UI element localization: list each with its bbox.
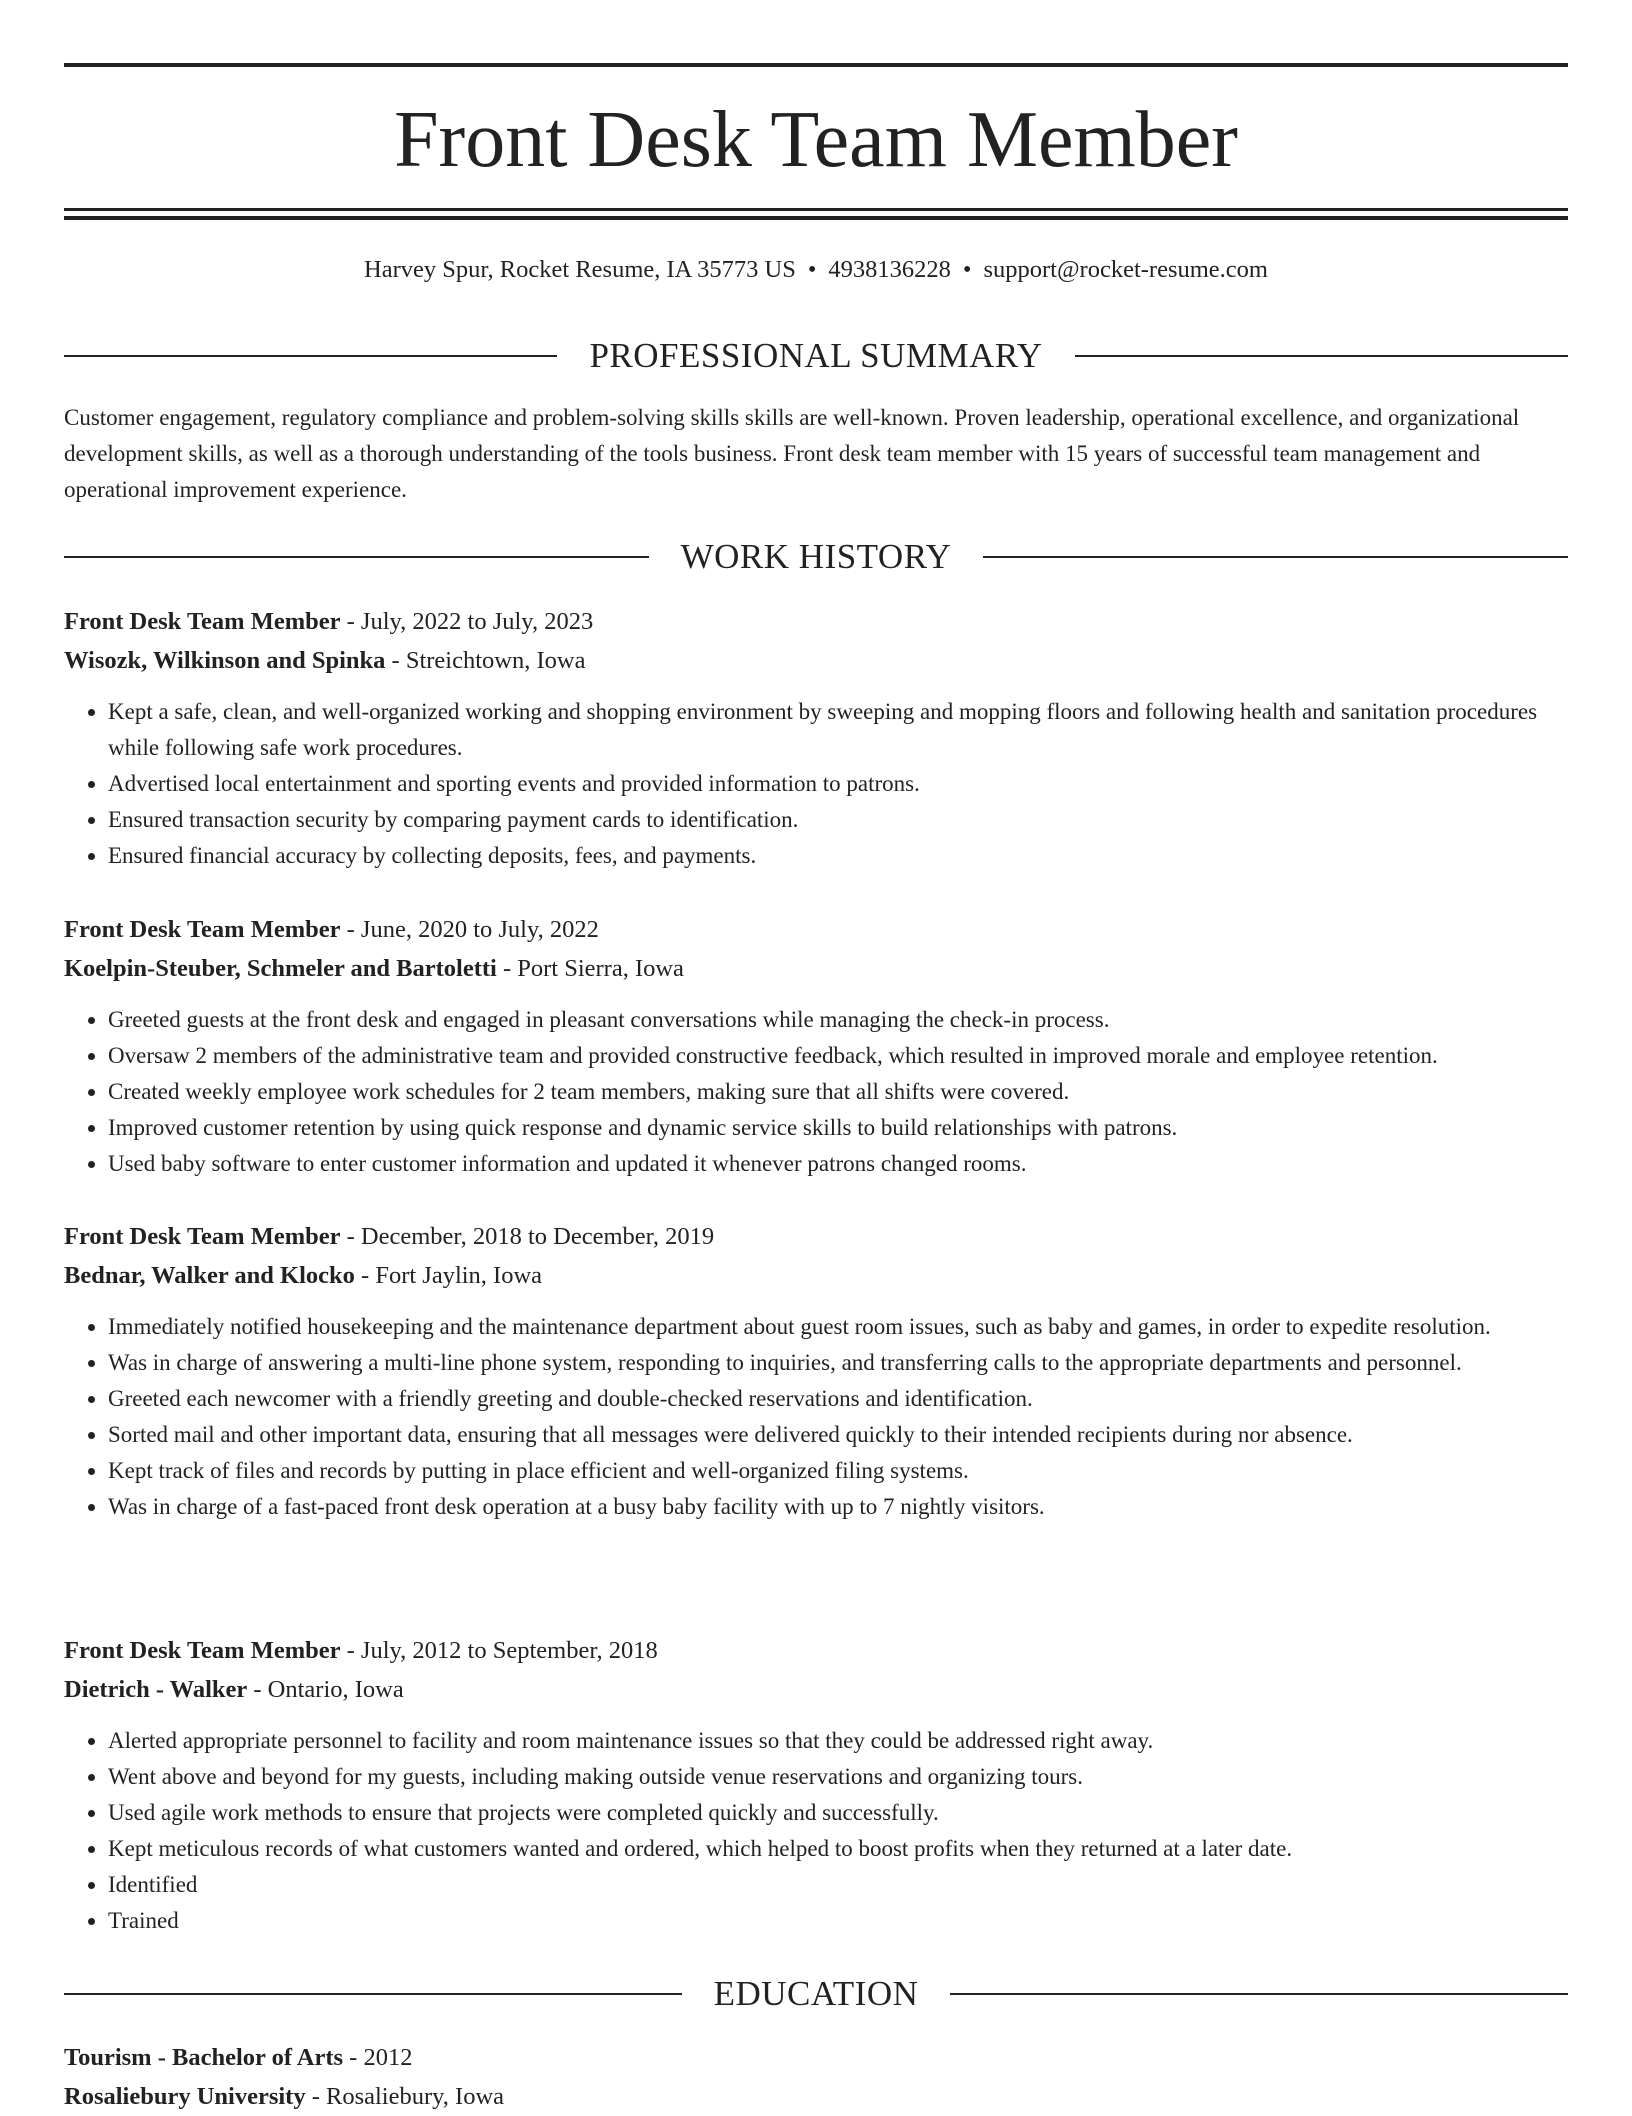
job-dates: - July, 2012 to September, 2018 bbox=[340, 1637, 658, 1664]
job-company-line bbox=[64, 1256, 1568, 1295]
job-company: Dietrich - Walker bbox=[64, 1676, 248, 1703]
summary-text: Customer engagement, regulatory compliance and problem-solving skills skills are well-known. Proven leadership, operational excellence, and organizational development skills, as well as a thorough understanding of the tools business. Front desk team member with 15 years of successful team management and operational improvement experience. bbox=[64, 405, 1520, 502]
list-item: • Sorted mail and other important data, ensuring that all messages were delivered quickly to their intended recipients during nor absence. bbox=[108, 1417, 1568, 1453]
list-item: • Kept a safe, clean, and well-organized working and shopping environment by sweeping and mopping floors and following health and sanitation procedures while following safe work procedures. bbox=[108, 694, 1568, 766]
job-title-line bbox=[64, 910, 1568, 949]
list-item: • Trained bbox=[108, 1903, 1568, 1939]
divider bbox=[950, 1993, 1568, 1995]
list-item: • Improved customer retention by using quick response and dynamic service skills to build relationships with patrons. bbox=[108, 1110, 1568, 1146]
page-title: Front Desk Team Member bbox=[394, 96, 1238, 184]
job-dates: - December, 2018 to December, 2019 bbox=[340, 1223, 715, 1250]
list-item: • Immediately notified housekeeping and the maintenance department about guest room issues, such as baby and games, in order to expedite resolution. bbox=[108, 1309, 1568, 1345]
contact-email: support@rocket-resume.com bbox=[983, 256, 1268, 283]
job-company-line bbox=[64, 1670, 1568, 1709]
section-heading-education bbox=[64, 1972, 1568, 2016]
education-entry bbox=[64, 2038, 1568, 2116]
degree-year: - 2012 bbox=[343, 2044, 413, 2071]
contact-address: Harvey Spur, Rocket Resume, IA 35773 US bbox=[364, 256, 796, 283]
divider bbox=[1075, 355, 1568, 357]
section-heading-work bbox=[64, 535, 1568, 579]
school-location: - Rosaliebury, Iowa bbox=[305, 2083, 505, 2110]
list-item: • Greeted each newcomer with a friendly greeting and double-checked reservations and identification. bbox=[108, 1381, 1568, 1417]
job-location: - Streichtown, Iowa bbox=[385, 647, 586, 674]
job-company-line bbox=[64, 949, 1568, 988]
job-location: - Fort Jaylin, Iowa bbox=[354, 1262, 543, 1289]
contact-separator: • bbox=[962, 256, 972, 283]
job-bullets bbox=[64, 1309, 1568, 1525]
list-item: • Ensured financial accuracy by collecting deposits, fees, and payments. bbox=[108, 838, 1568, 874]
divider bbox=[983, 556, 1568, 558]
job-company: Wisozk, Wilkinson and Spinka bbox=[64, 647, 386, 674]
divider bbox=[64, 556, 649, 558]
divider bbox=[64, 1993, 682, 1995]
school: Rosaliebury University bbox=[64, 2083, 306, 2110]
contact-separator: • bbox=[807, 256, 817, 283]
section-title: WORK HISTORY bbox=[680, 537, 952, 576]
list-item: • Went above and beyond for my guests, including making outside venue reservations and organizing tours. bbox=[108, 1759, 1568, 1795]
job-title: Front Desk Team Member bbox=[64, 916, 341, 943]
school-line bbox=[64, 2077, 1568, 2116]
job-title-line bbox=[64, 602, 1568, 641]
job-dates: - June, 2020 to July, 2022 bbox=[340, 916, 599, 943]
job-entry bbox=[64, 910, 1568, 1182]
list-item: • Was in charge of a fast-paced front desk operation at a busy baby facility with up to 7 nightly visitors. bbox=[108, 1489, 1568, 1525]
job-location: - Ontario, Iowa bbox=[247, 1676, 404, 1703]
job-bullets bbox=[64, 1723, 1568, 1939]
list-item: • Created weekly employee work schedules for 2 team members, making sure that all shifts were covered. bbox=[108, 1074, 1568, 1110]
list-item: • Greeted guests at the front desk and engaged in pleasant conversations while managing the check-in process. bbox=[108, 1002, 1568, 1038]
list-item: • Advertised local entertainment and sporting events and provided information to patrons. bbox=[108, 766, 1568, 802]
list-item: • Was in charge of answering a multi-line phone system, responding to inquiries, and transferring calls to the appropriate departments and personnel. bbox=[108, 1345, 1568, 1381]
job-title: Front Desk Team Member bbox=[64, 1223, 341, 1250]
header-bottom-rule bbox=[64, 208, 1568, 211]
degree: Tourism - Bachelor of Arts bbox=[64, 2044, 344, 2071]
section-title: PROFESSIONAL SUMMARY bbox=[589, 336, 1043, 375]
list-item: • Used baby software to enter customer information and updated it whenever patrons changed rooms. bbox=[108, 1146, 1568, 1182]
job-title-line bbox=[64, 1631, 1568, 1670]
list-item: • Alerted appropriate personnel to facility and room maintenance issues so that they could be addressed right away. bbox=[108, 1723, 1568, 1759]
job-bullets bbox=[64, 694, 1568, 874]
list-item: • Kept track of files and records by putting in place efficient and well-organized filing systems. bbox=[108, 1453, 1568, 1489]
contact-line bbox=[64, 253, 1568, 287]
degree-line bbox=[64, 2038, 1568, 2077]
summary-block bbox=[64, 400, 1568, 508]
job-entry bbox=[64, 1631, 1568, 1939]
job-location: - Port Sierra, Iowa bbox=[496, 955, 684, 982]
job-dates: - July, 2022 to July, 2023 bbox=[340, 608, 594, 635]
job-title: Front Desk Team Member bbox=[64, 608, 341, 635]
header-top-rule bbox=[64, 63, 1568, 67]
list-item: • Identified bbox=[108, 1867, 1568, 1903]
divider bbox=[64, 355, 557, 357]
job-title: Front Desk Team Member bbox=[64, 1637, 341, 1664]
job-bullets bbox=[64, 1002, 1568, 1182]
section-title: EDUCATION bbox=[713, 1974, 919, 2013]
section-heading-summary bbox=[64, 334, 1568, 378]
job-entry bbox=[64, 602, 1568, 874]
job-company: Koelpin-Steuber, Schmeler and Bartoletti bbox=[64, 955, 497, 982]
job-company-line bbox=[64, 641, 1568, 680]
job-entry bbox=[64, 1217, 1568, 1525]
contact-phone: 4938136228 bbox=[828, 256, 951, 283]
header-bottom-rule-double bbox=[64, 216, 1568, 220]
list-item: • Used agile work methods to ensure that projects were completed quickly and successfully. bbox=[108, 1795, 1568, 1831]
list-item: • Kept meticulous records of what customers wanted and ordered, which helped to boost profits when they returned at a later date. bbox=[108, 1831, 1568, 1867]
list-item: • Ensured transaction security by comparing payment cards to identification. bbox=[108, 802, 1568, 838]
list-item: • Oversaw 2 members of the administrative team and provided constructive feedback, which resulted in improved morale and employee retention. bbox=[108, 1038, 1568, 1074]
job-company: Bednar, Walker and Klocko bbox=[64, 1262, 355, 1289]
job-title-line bbox=[64, 1217, 1568, 1256]
